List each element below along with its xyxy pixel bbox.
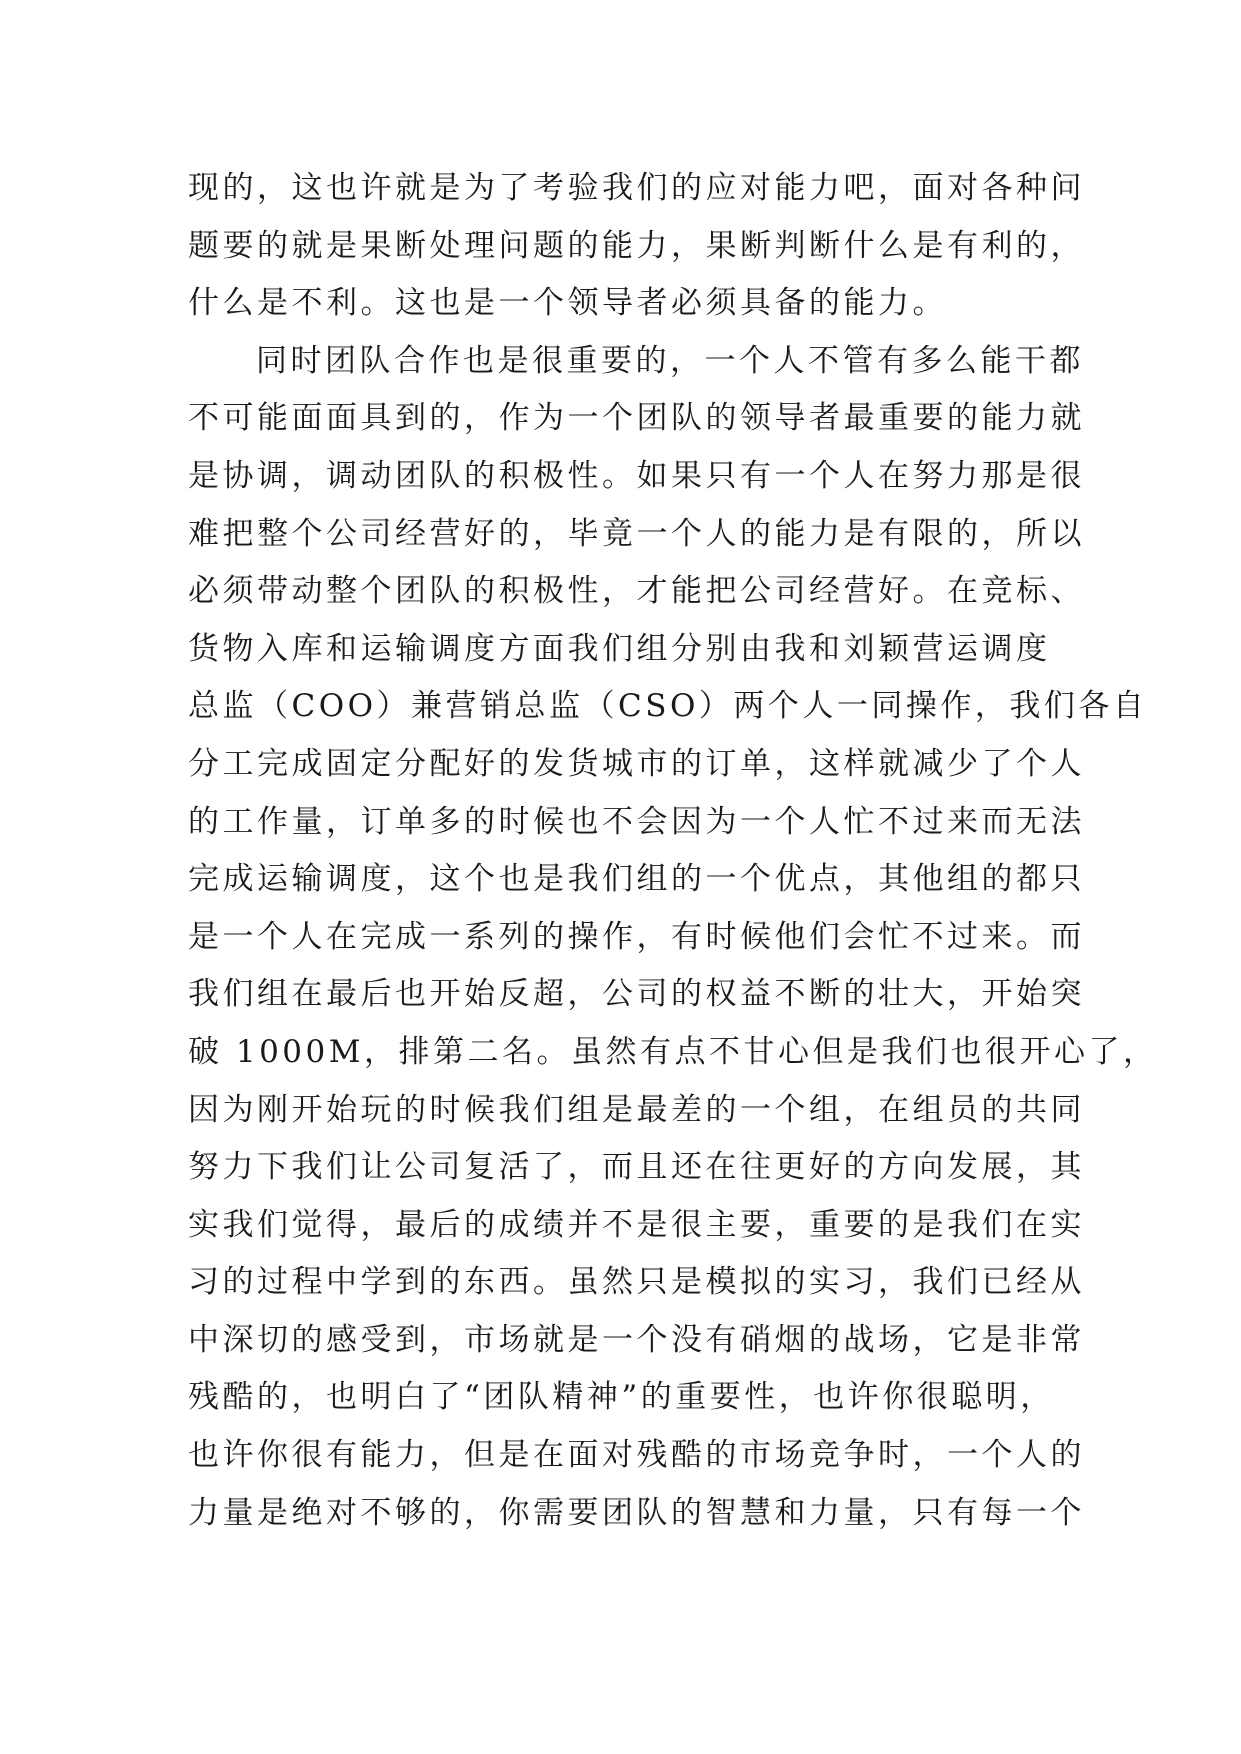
text-line: 难把整个公司经营好的，毕竟一个人的能力是有限的，所以 [188, 515, 1085, 552]
text-line: 努力下我们让公司复活了，而且还在往更好的方向发展，其 [188, 1149, 1085, 1186]
text-line: 不可能面面具到的，作为一个团队的领导者最重要的能力就 [188, 400, 1085, 437]
text-line: 的工作量，订单多的时候也不会因为一个人忙不过来而无法 [188, 803, 1085, 840]
text-line: 残酷的，也明白了“团队精神”的重要性，也许你很聪明， [188, 1379, 1055, 1416]
body-text [188, 160, 1158, 1542]
text-line: 现的，这也许就是为了考验我们的应对能力吧，面对各种问 [188, 170, 1085, 206]
text-line: 我们组在最后也开始反超，公司的权益不断的壮大，开始突 [188, 976, 1085, 1013]
text-line: 必须带动整个团队的积极性，才能把公司经营好。在竞标、 [188, 573, 1085, 610]
text-line: 实我们觉得，最后的成绩并不是很主要，重要的是我们在实 [188, 1206, 1085, 1243]
text-line: 习的过程中学到的东西。虽然只是模拟的实习，我们已经从 [188, 1264, 1085, 1301]
text-line: 题要的就是果断处理问题的能力，果断判断什么是有利的， [188, 227, 1085, 264]
text-line: 是协调，调动团队的积极性。如果只有一个人在努力那是很 [188, 457, 1085, 494]
text-line: 分工完成固定分配好的发货城市的订单，这样就减少了个人 [188, 745, 1085, 782]
text-line: 总监（COO）兼营销总监（CSO）两个人一同操作，我们各自 [188, 688, 1148, 725]
text-line: 什么是不利。这也是一个领导者必须具备的能力。 [188, 285, 947, 322]
text-line: 是一个人在完成一系列的操作，有时候他们会忙不过来。而 [188, 918, 1085, 955]
text-line: 因为刚开始玩的时候我们组是最差的一个组，在组员的共同 [188, 1091, 1085, 1128]
text-line: 完成运输调度，这个也是我们组的一个优点，其他组的都只 [188, 861, 1085, 898]
text-line: 力量是绝对不够的，你需要团队的智慧和力量，只有每一个 [188, 1494, 1085, 1531]
text-line: 也许你很有能力，但是在面对残酷的市场竞争时，一个人的 [188, 1437, 1085, 1474]
text-line: 破 1000M，排第二名。虽然有点不甘心但是我们也很开心了， [188, 1033, 1158, 1070]
text-line: 货物入库和运输调度方面我们组分别由我和刘颖营运调度 [188, 630, 1051, 667]
text-line: 中深切的感受到，市场就是一个没有硝烟的战场，它是非常 [188, 1321, 1085, 1358]
paragraph-first-line: 同时团队合作也是很重要的，一个人不管有多么能干都 [256, 342, 1084, 379]
